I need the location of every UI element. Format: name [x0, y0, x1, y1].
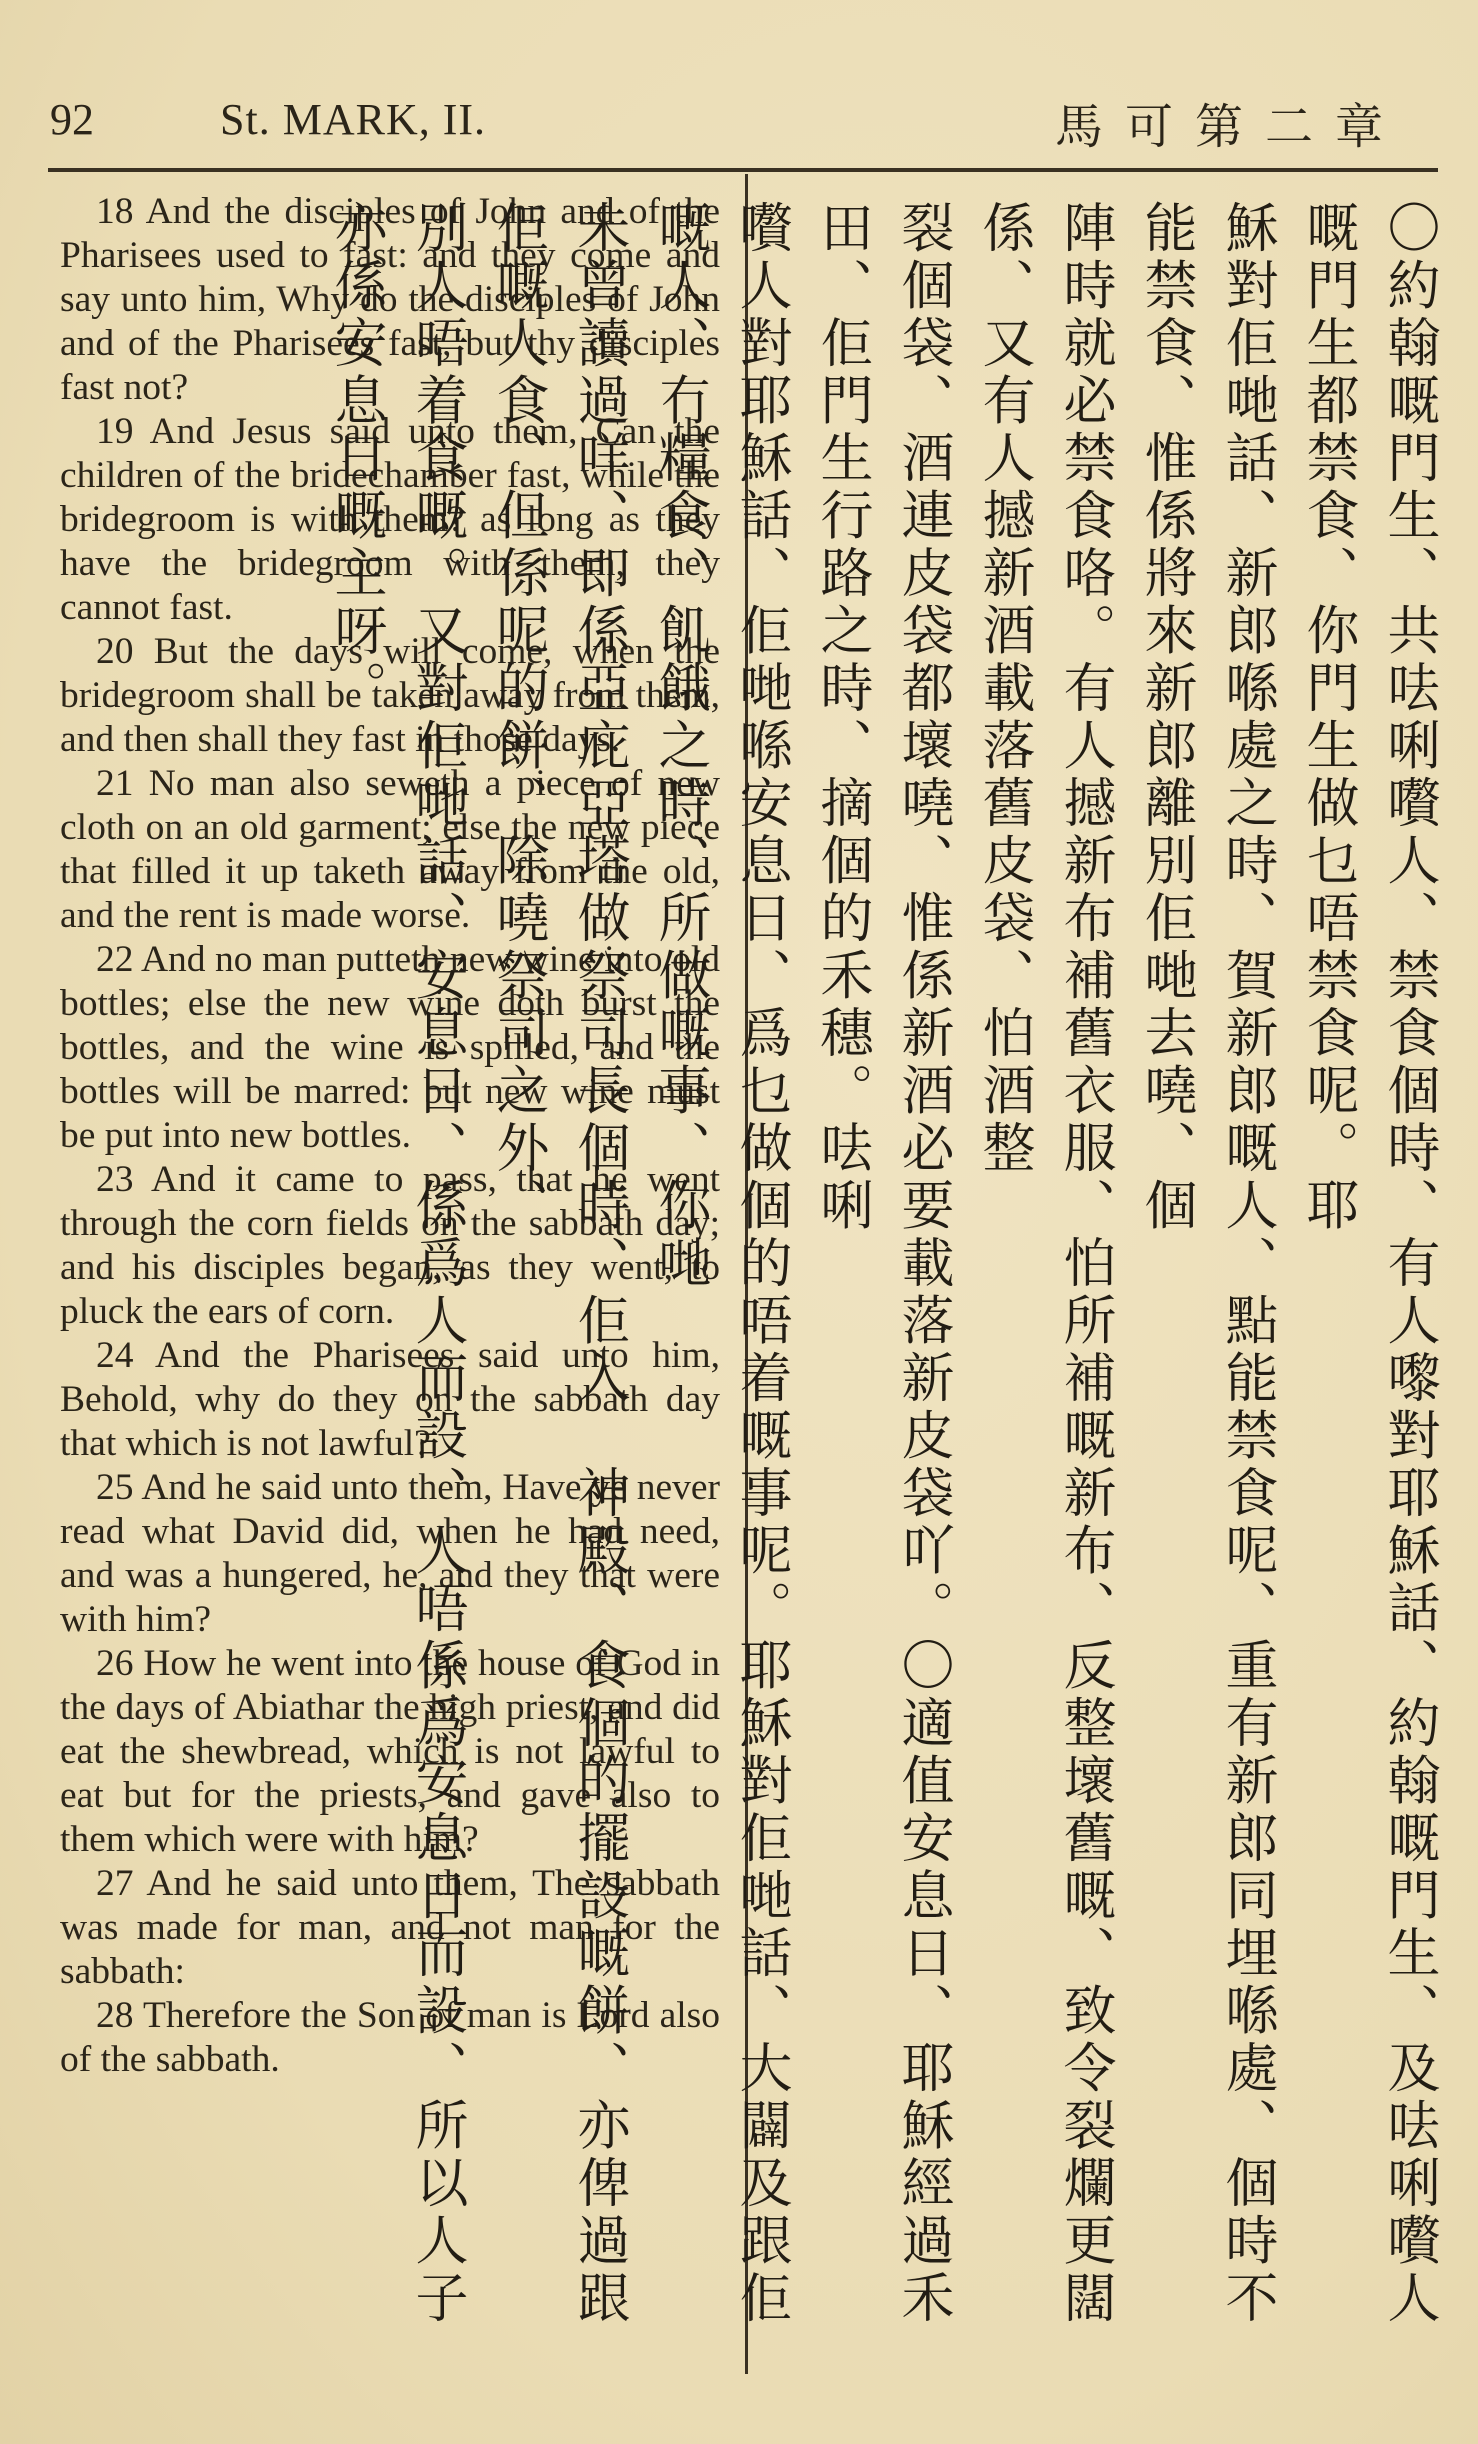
- page-number: 92: [50, 95, 94, 144]
- running-title: St. MARK, II.: [220, 95, 487, 144]
- chinese-line-3: 陣時就必禁食咯。有人撼新布補舊衣服、怕所補嘅新布、反整壞舊嘅、致令裂爛更闊係、又有人撼新酒載落舊皮袋、怕酒整: [974, 200, 1116, 2328]
- header-rule: [48, 168, 1438, 172]
- verse-22: 22 And no man putteth new wine into old bottles; else the new wine doth burst the bottles, and the wine is spilled, and the bottles will be marred: but new wine must be put into new bottles.: [60, 939, 720, 1156]
- chinese-line-6: 未曾讀過咩、即係亞庇亞塔做祭司長個時、佢入 神殿、食個的擺設嘅餅、亦俾過跟佢嘅人食、但係呢的餅、除嘵祭司之外、: [488, 200, 630, 2328]
- chinese-line-4: 裂個袋、酒連皮袋都壞嘵、惟係新酒必要載落新皮袋吖。〇適值安息日、耶穌經過禾田、佢門生行路之時、摘個的禾穗。呿唎: [812, 200, 954, 2328]
- verse-21: 21 No man also seweth a piece of new cloth on an old garment; else the new piece that filled it up taketh away from the old, and the rent is made worse.: [60, 763, 720, 936]
- verse-23: 23 And it came to pass, that he went through the corn fields on the sabbath day; and his disciples began, as they went, to pluck the ears of corn.: [60, 1159, 720, 1332]
- chinese-line-7: 別人唔着食嘅。又對佢哋話、安息日、係爲人而設、人唔係爲安息日而設、所以人子亦係安息日嘅主呀。: [326, 200, 468, 2328]
- verse-28: 28 Therefore the Son of man is Lord also of the sabbath.: [60, 1995, 720, 2080]
- chinese-running-title: 馬可第二章: [1054, 99, 1405, 155]
- chinese-line-5: 嚽人對耶穌話、佢哋喺安息日、爲乜做個的唔着嘅事呢。耶穌對佢哋話、大闢及跟佢嘅人、冇糧食、飢餓之時、所做嘅事、你哋: [650, 200, 792, 2328]
- chinese-line-1: 〇約翰嘅門生、共呿唎嚽人、禁食個時、有人嚟對耶穌話、約翰嘅門生、及呿唎嚽人嘅門生都禁食、你門生做乜唔禁食呢。耶: [1298, 200, 1440, 2328]
- verse-18: 18 And the disciples of John and of the Pharisees used to fast: and they come and say unto him, Why do the disciples of John and of the Pharisees fast, but thy disciples fast not?: [60, 191, 720, 408]
- verse-27: 27 And he said unto them, The sabbath was made for man, and not man for the sabbath:: [60, 1863, 720, 1992]
- verse-26: 26 How he went into the house of God in the days of Abiathar the high priest, and did eat the shewbread, which is not lawful to eat but for the priests, and gave also to them which were with him?: [60, 1643, 720, 1860]
- verse-24: 24 And the Pharisees said unto him, Behold, why do they on the sabbath day that which is not lawful?: [60, 1335, 720, 1464]
- chinese-line-2: 穌對佢哋話、新郎喺處之時、賀新郎嘅人、點能禁食呢、重有新郎同埋喺處、個時不能禁食、惟係將來新郎離別佢哋去嘵、個: [1136, 200, 1278, 2328]
- verse-20: 20 But the days will come, when the bridegroom shall be taken away from them, and then shall they fast in those days.: [60, 631, 720, 760]
- page-header: [50, 88, 1430, 168]
- verse-25: 25 And he said unto them, Have ye never read what David did, when he had need, and was a hungered, he, and they that were with him?: [60, 1467, 720, 1640]
- verse-19: 19 And Jesus said unto them, Can the children of the bridechamber fast, while the bridegroom is with them? as long as they have the bridegroom with them, they cannot fast.: [60, 411, 720, 628]
